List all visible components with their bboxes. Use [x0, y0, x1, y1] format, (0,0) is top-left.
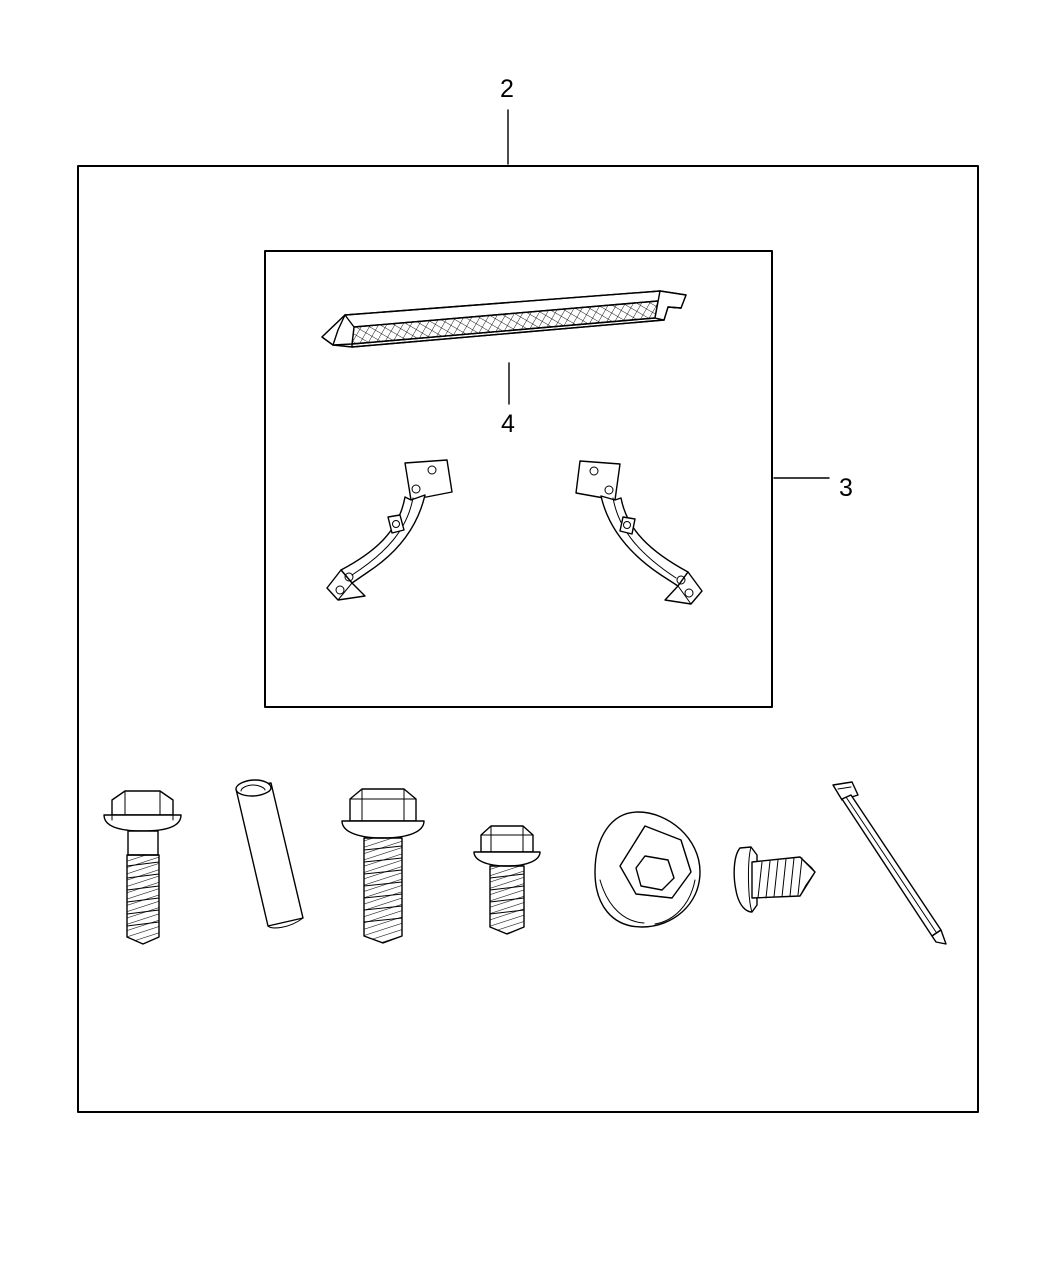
- callout-label-2: 2: [500, 75, 514, 103]
- mounting-bracket-left: [327, 460, 452, 600]
- callout-label-4: 4: [501, 410, 515, 438]
- cable-tie: [833, 782, 946, 944]
- mounting-bracket-right: [576, 461, 702, 604]
- running-board-step: [322, 291, 686, 347]
- flange-nut: [595, 812, 700, 927]
- callout-label-3: 3: [839, 474, 853, 502]
- push-pin-rivet: [734, 847, 815, 912]
- spacer-sleeve: [236, 780, 303, 928]
- hex-flange-bolt-long: [342, 789, 424, 943]
- hex-flange-bolt-short: [104, 791, 181, 944]
- hex-flange-bolt-medium: [474, 826, 540, 934]
